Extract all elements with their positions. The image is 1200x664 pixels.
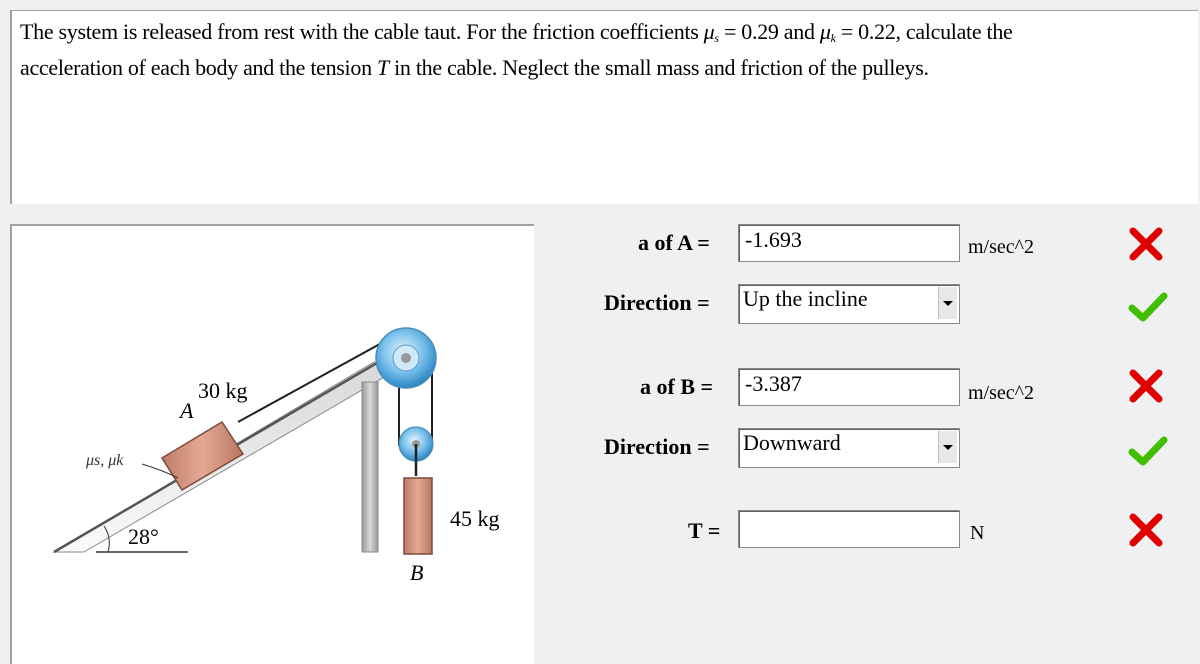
mass-b-label: 45 kg	[450, 506, 500, 531]
mu-k-value: = 0.22, calculate the	[835, 19, 1013, 44]
body-a-label: A	[180, 398, 194, 423]
direction-b-select[interactable]	[738, 428, 960, 468]
mu-s-symbol: μ	[703, 19, 715, 44]
correct-icon	[1128, 290, 1168, 324]
a-of-a-label: a of A =	[638, 230, 710, 255]
direction-b-value: Downward	[743, 430, 841, 455]
figure-diagram	[12, 226, 534, 664]
a-of-b-unit: m/sec^2	[968, 382, 1035, 404]
mu-s-value: = 0.29 and	[718, 19, 820, 44]
a-of-b-label: a of B =	[640, 374, 714, 399]
problem-figure	[10, 224, 534, 664]
incorrect-icon	[1128, 368, 1164, 404]
tension-input[interactable]	[738, 510, 960, 548]
angle-label: 28°	[128, 524, 159, 549]
problem-text-1: The system is released from rest with the cable taut. For the friction coefficients	[20, 19, 704, 44]
mu-k-symbol: μ	[819, 19, 831, 44]
body-b-label: B	[410, 560, 424, 585]
correct-icon	[1128, 434, 1168, 468]
problem-text-3: in the cable. Neglect the small mass and friction of the pulleys.	[388, 55, 929, 80]
a-of-a-input[interactable]: -1.693	[738, 224, 960, 262]
incorrect-icon	[1128, 226, 1164, 262]
tension-label: T =	[688, 518, 721, 543]
chevron-down-icon[interactable]	[938, 431, 957, 463]
incorrect-icon	[1128, 512, 1164, 548]
chevron-down-icon[interactable]	[938, 287, 957, 319]
direction-a-select[interactable]	[738, 284, 960, 324]
problem-text-2: acceleration of each body and the tension	[20, 55, 377, 80]
friction-label: μs, μk	[86, 452, 124, 469]
tension-unit: N	[970, 522, 985, 544]
problem-statement	[10, 10, 1198, 204]
direction-b-label: Direction =	[604, 434, 710, 459]
direction-a-label: Direction =	[604, 290, 710, 315]
mass-a-label: 30 kg	[198, 378, 248, 403]
tension-symbol: T	[376, 55, 389, 80]
direction-a-value: Up the incline	[743, 286, 868, 311]
mu-k-sub: k	[830, 31, 836, 45]
support-post	[362, 382, 378, 552]
a-of-a-unit: m/sec^2	[968, 236, 1035, 258]
block-b	[404, 478, 432, 554]
mu-s-sub: s	[714, 31, 719, 45]
top-pulley	[376, 328, 436, 388]
a-of-b-input[interactable]: -3.387	[738, 368, 960, 406]
